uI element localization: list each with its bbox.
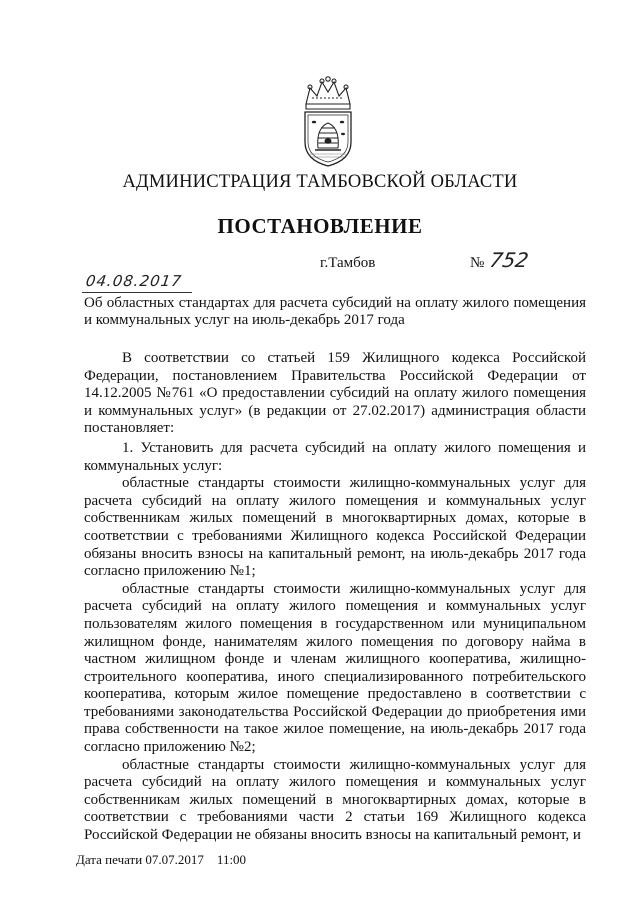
standard-3-paragraph: областные стандарты стоимости жилищно-коммунальных услуг для расчета субсидий на оплату жилого помещения и коммунальных услуг собственникам жилых помещений в многоквартирных домах, которые в соответствии с требованиями части 2 статьи 169 Жилищного кодекса Российской Федерации не обязаны вносить взносы на капитальный ремонт, и bbox=[84, 756, 586, 844]
city-label: г.Тамбов bbox=[320, 255, 376, 271]
document-date-handwritten: 04.08.2017 bbox=[84, 272, 184, 290]
document-body bbox=[84, 350, 586, 845]
print-date: Дата печати 07.07.2017 11:00 bbox=[76, 852, 247, 867]
item-1-intro: 1. Установить для расчета субсидий на оплату жилого помещения и коммунальных услуг: bbox=[84, 439, 586, 474]
number-label: № bbox=[470, 255, 485, 271]
preamble-paragraph: В соответствии со статьей 159 Жилищного кодекса Российской Федерации, постановлением Правительства Российской Федерации от 14.12.2005 №761 «О предоставлении субсидий на оплату жилого помещения и коммунальных услуг» (в редакции от 27.02.2017) администрация области постановляет: bbox=[84, 350, 586, 437]
date-underline bbox=[82, 292, 192, 293]
document-type-title: ПОСТАНОВЛЕНИЕ bbox=[217, 214, 423, 238]
tambov-coat-of-arms-icon bbox=[300, 76, 356, 168]
document-subject: Об областных стандартах для расчета субсидий на оплату жилого помещения и коммунальных услуг на июль-декабрь 2017 года bbox=[84, 295, 586, 328]
standard-2-paragraph: областные стандарты стоимости жилищно-коммунальных услуг для расчета субсидий на оплату жилого помещения и коммунальных услуг пользователям жилого помещения в государственном или муниципальном жилищном фонде, нанимателям жилого помещения по договору найма в частном жилищном фонде и членам жилищного кооператива, жилищно-строительного кооператива, иного специализированного потребительского кооператива, которым жилое помещение предоставлено в соответствии с требованиями законодательства Российской Федерации до приобретения ими права собственности на такое жилое помещение, на июль-декабрь 2017 года согласно приложению №2; bbox=[84, 580, 586, 756]
standard-1-paragraph: областные стандарты стоимости жилищно-коммунальных услуг для расчета субсидий на оплату жилого помещения и коммунальных услуг собственникам жилых помещений в многоквартирных домах, которые в соответствии с требованиями Жилищного кодекса Российской Федерации обязаны вносить взносы на капитальный ремонт, на июль-декабрь 2017 года согласно приложению №1; bbox=[84, 475, 586, 580]
organization-title: АДМИНИСТРАЦИЯ ТАМБОВСКОЙ ОБЛАСТИ bbox=[122, 172, 518, 192]
document-number-handwritten: 752 bbox=[487, 248, 531, 272]
